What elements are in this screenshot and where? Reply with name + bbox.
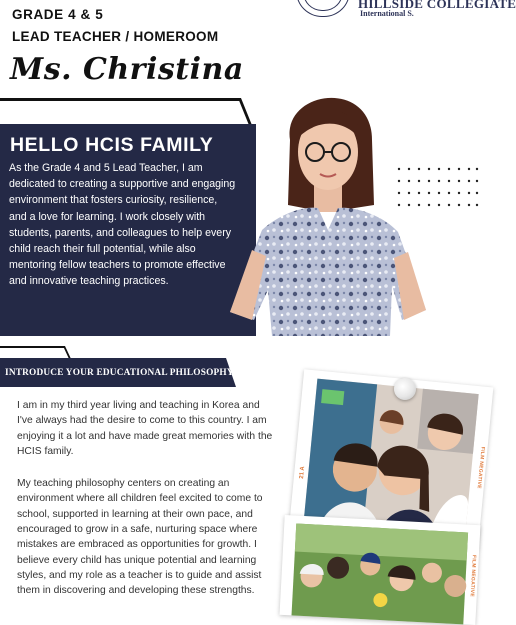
philosophy-body xyxy=(17,398,275,616)
school-seal-logo xyxy=(296,0,350,17)
intro-text: As the Grade 4 and 5 Lead Teacher, I am dedicated to creating a supportive and engaging environment that fosters curiosity, resilience, and a love for learning. I work closely with students, parents, and colleagues to help every child reach their full potential, while also mentoring fellow teachers to promote effective and innovative teaching practices. xyxy=(9,162,236,288)
school-subtitle: International S. xyxy=(360,9,414,18)
film-negative-label: FILM NEGATIVE xyxy=(475,446,486,489)
film-frame-number: 21 A xyxy=(298,466,307,480)
philosophy-paragraph: My teaching philosophy centers on creating an environment where all children feel excited to come to school, supported in learning at their own pace, and encouraged to grow in a safe, nurturing space where mistakes are embraced as opportunities for growth. I believe every child has unique potential and learning styles, and my role as a teacher is to guide and assist them in discovering and developing these strengths. xyxy=(17,478,263,597)
grade-label: GRADE 4 & 5 xyxy=(12,7,104,22)
section-divider-line xyxy=(0,346,64,348)
philosophy-paragraph: I am in my third year living and teaching in Korea and I've always had the desire to come to this country. I am enjoying it a lot and have made great memories with the HCIS family. xyxy=(17,400,273,457)
push-pin-icon xyxy=(394,378,416,400)
divider-line xyxy=(0,98,241,101)
teacher-portrait xyxy=(222,80,432,336)
teacher-name: Ms. Christina xyxy=(10,52,244,87)
class-photo-outdoor xyxy=(280,515,481,625)
school-name: HILLSIDE COLLEGIATE xyxy=(358,0,516,11)
section-divider-diagonal xyxy=(63,346,71,358)
intro-heading: HELLO HCIS FAMILY xyxy=(10,134,214,156)
outdoor-photo-image xyxy=(280,515,481,625)
philosophy-heading: INTRODUCE YOUR EDUCATIONAL PHILOSOPHY xyxy=(5,368,234,378)
film-negative-label: FILM NEGATIVE xyxy=(468,554,477,598)
role-label: LEAD TEACHER / HOMEROOM xyxy=(12,29,219,44)
